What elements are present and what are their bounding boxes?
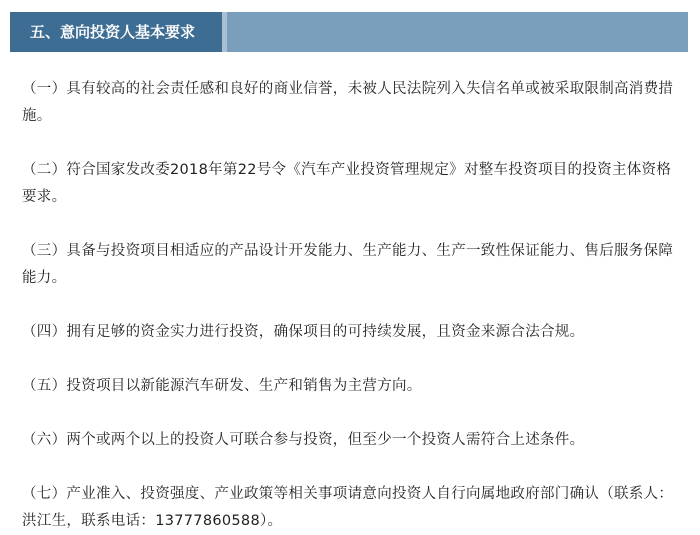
section-title: 五、意向投资人基本要求 (30, 23, 196, 41)
requirement-paragraph-3: （三）具备与投资项目相适应的产品设计开发能力、生产能力、生产一致性保证能力、售后服务保障能力。 (22, 243, 674, 286)
section-header (10, 12, 688, 52)
requirement-paragraph-5: （五）投资项目以新能源汽车研发、生产和销售为主营方向。 (22, 378, 422, 394)
section-header-accent (222, 12, 227, 52)
requirement-paragraph-6: （六）两个或两个以上的投资人可联合参与投资，但至少一个投资人需符合上述条件。 (22, 432, 585, 448)
requirement-paragraph-2: （二）符合国家发改委2018年第22号令《汽车产业投资管理规定》对整车投资项目的投资主体资格要求。 (22, 162, 672, 205)
requirements-list (22, 76, 682, 535)
requirement-paragraph-7: （七）产业准入、投资强度、产业政策等相关事项请意向投资人自行向属地政府部门确认（联系人：洪江生，联系电话：13777860588）。 (22, 486, 674, 529)
requirement-paragraph-4: （四）拥有足够的资金实力进行投资，确保项目的可持续发展，且资金来源合法合规。 (22, 324, 585, 340)
requirement-paragraph-1: （一）具有较高的社会责任感和良好的商业信誉，未被人民法院列入失信名单或被采取限制高消费措施。 (22, 81, 674, 124)
